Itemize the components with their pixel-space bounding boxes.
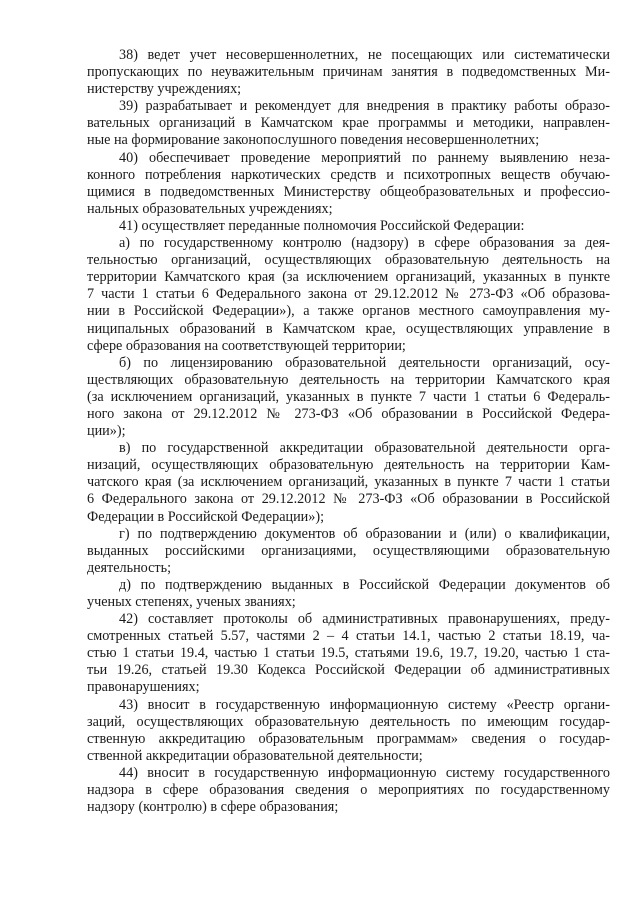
- paragraph: [87, 47, 610, 98]
- paragraph: [87, 235, 610, 355]
- paragraph-line: конного потребления наркотических средств и психотропных веществ обучаю-: [87, 166, 610, 183]
- paragraph: [87, 611, 610, 696]
- paragraph: [87, 765, 610, 816]
- paragraph-line: 44) вносит в государственную информационную систему государственного: [119, 764, 610, 781]
- paragraph-line: ственной аккредитации образовательной деятельности;: [87, 747, 423, 764]
- paragraph: [87, 98, 610, 149]
- paragraph-line: сфере образования на соответствующей территории;: [87, 337, 406, 354]
- paragraph-line: г) по подтверждению документов об образовании и (или) о квалификации,: [119, 525, 610, 542]
- paragraph-line: 40) обеспечивает проведение мероприятий по раннему выявлению неза-: [119, 149, 610, 166]
- paragraph-line: стью 1 статьи 19.4, частью 1 статьи 19.5, статьями 19.6, 19.7, 19.20, частью 1 ста-: [87, 645, 610, 662]
- paragraph: [87, 218, 610, 235]
- paragraph-line: чатского края (за исключением организаций, указанных в пункте 7 части 1 статьи: [87, 474, 610, 491]
- paragraph-line: ниципальных образований в Камчатском крае, осуществляющих управление в: [87, 320, 610, 337]
- paragraph-line: выданных российскими организациями, осуществляющими образовательную: [87, 542, 610, 559]
- paragraph-line: 43) вносит в государственную информационную систему «Реестр органи-: [119, 696, 610, 713]
- paragraph-line: ции»);: [87, 423, 126, 440]
- paragraph-line: ные на формирование законопослушного поведения несовершеннолетних;: [87, 132, 540, 149]
- paragraph-line: ученых степенях, ученых званиях;: [87, 594, 296, 610]
- paragraph: [87, 150, 610, 218]
- paragraph-line: нистерству учреждениях;: [87, 81, 242, 98]
- paragraph-line: д) по подтверждению выданных в Российской Федерации документов об: [119, 576, 610, 593]
- paragraph-line: ного закона от 29.12.2012 № 273-ФЗ «Об образовании в Российской Федера-: [87, 405, 610, 422]
- paragraph-line: ственную аккредитацию образовательным программам» сведения о государ-: [87, 730, 610, 747]
- paragraph-line: (за исключением организаций, указанных в пункте 7 части 1 статьи 6 Федераль-: [87, 388, 610, 405]
- paragraph-line: тьи 19.26, статьей 19.30 Кодекса Российской Федерации об административных: [87, 662, 610, 679]
- paragraph-line: пропускающих по неуважительным причинам занятия в подведомственных Ми-: [87, 64, 610, 81]
- paragraph-line: 7 части 1 статьи 6 Федерального закона от 29.12.2012 № 273-ФЗ «Об образова-: [87, 286, 610, 303]
- paragraph-line: б) по лицензированию образовательной деятельности организаций, осу-: [119, 354, 610, 371]
- paragraph: [87, 697, 610, 765]
- paragraph-line: территории Камчатского края (за исключением организаций, указанных в пункте: [87, 269, 610, 286]
- paragraph-line: вательных организаций в Камчатском крае программы и методики, направлен-: [87, 115, 610, 132]
- paragraph-line: тельностью организаций, осуществляющих образовательную деятельность на: [87, 252, 610, 269]
- paragraph-line: деятельность;: [87, 559, 172, 576]
- paragraph: [87, 526, 610, 577]
- paragraph-line: заций, осуществляющих образовательную деятельность по имеющим государ-: [87, 713, 610, 730]
- paragraph-line: Федерации в Российской Федерации»);: [87, 508, 325, 525]
- document-body: [87, 47, 610, 816]
- paragraph-line: 42) составляет протоколы об административных правонарушениях, преду-: [119, 611, 610, 628]
- paragraph: [87, 577, 610, 611]
- paragraph-line: а) по государственному контролю (надзору) в сфере образования за дея-: [119, 235, 610, 252]
- paragraph-line: надзору (контролю) в сфере образования;: [87, 799, 339, 816]
- paragraph-line: нии в Российской Федерации»), а также органов местного самоуправления му-: [87, 303, 610, 320]
- paragraph-line: смотренных статьей 5.57, частями 2 – 4 статьи 14.1, частью 2 статьи 18.19, ча-: [87, 628, 610, 645]
- paragraph-line: в) по государственной аккредитации образовательной деятельности орга-: [119, 440, 610, 457]
- paragraph-line: 6 Федерального закона от 29.12.2012 № 273-ФЗ «Об образовании в Российской: [87, 491, 610, 508]
- paragraph: [87, 440, 610, 525]
- paragraph-line: правонарушениях;: [87, 679, 200, 696]
- paragraph-line: щимися в подведомственных Министерству общеобразовательных и профессио-: [87, 183, 610, 200]
- paragraph-line: 39) разрабатывает и рекомендует для внедрения в практику работы образо-: [119, 98, 610, 115]
- paragraph-line: нальных образовательных учреждениях;: [87, 200, 333, 217]
- paragraph: [87, 355, 610, 440]
- paragraph-line: надзора в сфере образования сведения о мероприятиях по государственному: [87, 782, 610, 799]
- paragraph-line: низаций, осуществляющих образовательную деятельность на территории Кам-: [87, 457, 610, 474]
- paragraph-line: 38) ведет учет несовершеннолетних, не посещающих или систематически: [119, 47, 610, 63]
- paragraph-line: ществляющих образовательную деятельность на территории Камчатского края: [87, 371, 610, 388]
- paragraph-line: 41) осуществляет переданные полномочия Российской Федерации:: [119, 217, 525, 234]
